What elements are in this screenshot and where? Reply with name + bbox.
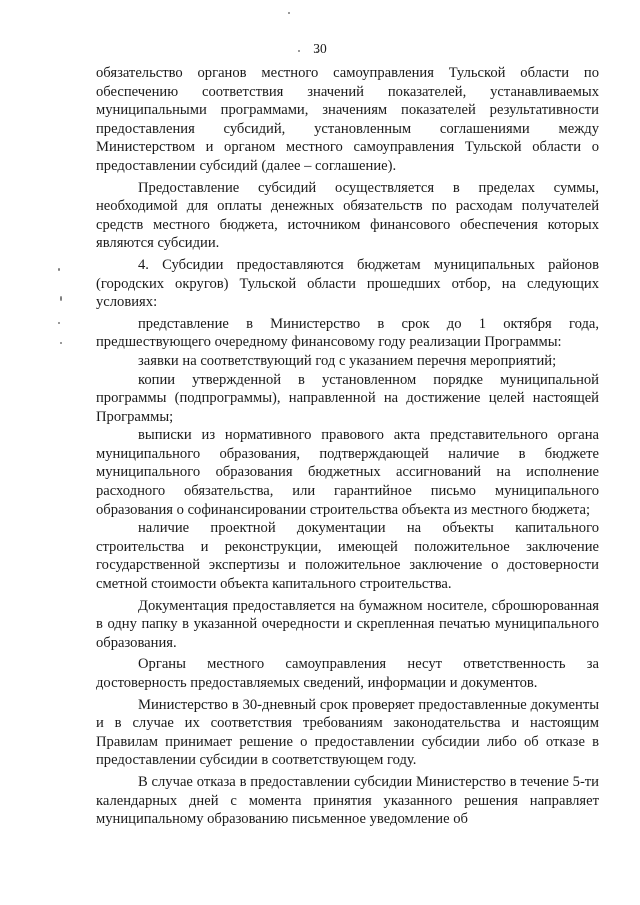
paragraph-program-copies: копии утвержденной в установленном порядке муниципальной программы (подпрограммы), направленной на достижение целей настоящей Программы; bbox=[96, 371, 599, 425]
scan-speck bbox=[60, 296, 62, 301]
paragraph-ministry-review: Министерство в 30-дневный срок проверяет предоставленные документы и в случае их соответствия требованиям законодательства и настоящим Правилам принимает решение о предоставлении субсидии либо об отказе в предоставлении субсидии в соответствующем году. bbox=[96, 696, 599, 769]
scan-speck bbox=[288, 12, 290, 14]
paragraph-item-4: 4. Субсидии предоставляются бюджетам муниципальных районов (городских округов) Тульской области прошедших отбор, на следующих условиях: bbox=[96, 256, 599, 311]
paragraph-legal-act-extracts: выписки из нормативного правового акта представительного органа муниципального образования, подтверждающей наличие в бюджете муниципального образования бюджетных ассигнований на исполнение расходного обязательства, или гарантийное письмо муниципального образования о софинансировании строительства объекта из местного бюджета; bbox=[96, 427, 599, 518]
body-text bbox=[96, 64, 599, 829]
paragraph-responsibility: Органы местного самоуправления несут ответственность за достоверность предоставляемых сведений, информации и документов. bbox=[96, 656, 599, 691]
paragraph-subsidy-limits: Предоставление субсидий осуществляется в пределах суммы, необходимой для оплаты денежных обязательств по расходам получателей средств местного бюджета, источником финансового обеспечения которых являются субсидии. bbox=[96, 179, 599, 252]
scan-speck bbox=[58, 322, 60, 324]
paragraph-continuation: обязательство органов местного самоуправления Тульской области по обеспечению соответствия значений показателей, устанавливаемых муниципальными программами, значениям показателей результативности предоставления субсидий, установленным соглашениями между Министерством и органом местного самоуправления Тульской области о предоставлении субсидий (далее – соглашение). bbox=[96, 65, 599, 174]
paragraph-paper-format: Документация предоставляется на бумажном носителе, сброшюрованная в одну папку в указанной очередности и скрепленная печатью муниципального образования. bbox=[96, 597, 599, 651]
page-number: 30 bbox=[313, 41, 327, 56]
paragraph-refusal-notice: В случае отказа в предоставлении субсидии Министерство в течение 5-ти календарных дней с момента принятия указанного решения направляет муниципальному образованию письменное уведомление об bbox=[96, 773, 599, 828]
paragraph-project-documentation: наличие проектной документации на объекты капитального строительства и реконструкции, имеющей положительное заключение государственной экспертизы и положительное заключение о достоверности сметной стоимости объекта капитального строительства. bbox=[96, 520, 599, 593]
paragraph-submission-deadline: представление в Министерство в срок до 1 октября года, предшествующего очередному финансовому году реализации Программы: bbox=[96, 315, 599, 351]
paragraph-applications: заявки на соответствующий год с указанием перечня мероприятий; bbox=[138, 352, 557, 369]
scan-speck bbox=[60, 342, 62, 344]
scan-speck bbox=[58, 268, 60, 271]
